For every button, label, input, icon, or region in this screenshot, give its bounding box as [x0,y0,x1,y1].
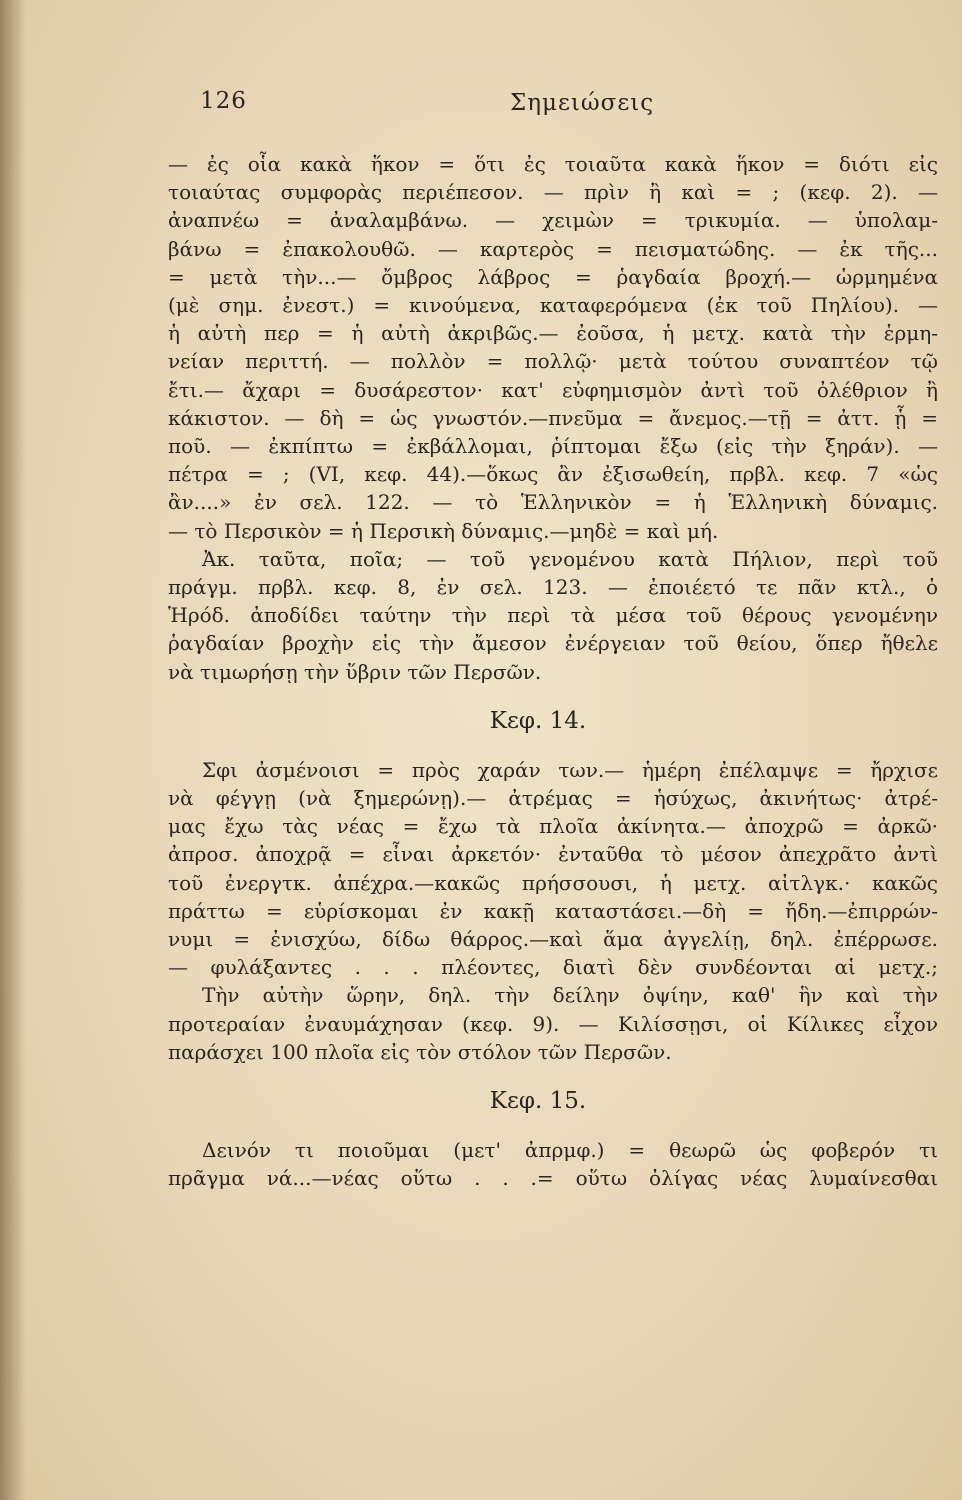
text-line: ἡ αὐτὴ περ = ἡ αὐτὴ ἀκριβῶς.— ἐοῦσα, ἡ μετχ. κατὰ τὴν ἑρμη- [168,321,938,346]
text-line: παράσχει 100 πλοῖα εἰς τὸν στόλον τῶν Περσῶν. [168,1039,672,1064]
text-line: προτεραίαν ἐναυμάχησαν (κεφ. 9). — Κιλίσσῃσι, οἱ Κίλικες εἶχον [168,1011,938,1036]
page-number: 126 [200,88,247,114]
text-line: πρᾶγμα νά...—νέας οὕτω . . .= οὕτω ὀλίγας νέας λυμαίνεσθαι [168,1166,938,1191]
text-line: νυμι = ἐνισχύω, δίδω θάρρος.—καὶ ἅμα ἀγγελίῃ, δηλ. ἐπέρρωσε. [168,927,938,952]
text-line: κάκιστον. — δὴ = ὡς γνωστόν.—πνεῦμα = ἄνεμος.—τῇ = ἀττ. ᾗ = [168,405,938,430]
text-line: πέτρα = ; (VI, κεφ. 44).—ὅκως ἂν ἐξισωθείη, πρβλ. κεφ. 7 «ὡς [168,462,938,487]
text-line: Δεινόν τι ποιοῦμαι (μετ' ἀπρμφ.) = θεωρῶ ὡς φοβερόν τι [202,1138,938,1163]
notes-body [168,150,938,1193]
text-line: ἂν....» ἐν σελ. 122. — τὸ Ἑλληνικὸν = ἡ Ἑλληνικὴ δύναμις. [168,490,938,515]
text-line: Τὴν αὐτὴν ὥρην, δηλ. τὴν δείλην ὀψίην, καθ' ἣν καὶ τὴν [202,983,938,1008]
page-header [200,88,902,128]
text-line: ἀναπνέω = ἀναλαμβάνω. — χειμὼν = τρικυμία. — ὑπολαμ- [168,208,938,233]
text-line: — ἐς οἷα κακὰ ἥκον = ὅτι ἐς τοιαῦτα κακὰ ἥκον = διότι εἰς [168,152,938,176]
text-line: (μὲ σημ. ἐνεστ.) = κινούμενα, καταφερόμενα (ἐκ τοῦ Πηλίου). — [168,293,938,318]
text-line: ποῦ. — ἐκπίπτω = ἐκβάλλομαι, ῥίπτομαι ἔξω (εἰς τὴν ξηράν). — [168,434,938,459]
text-line: ἀπροσ. ἀποχρᾷ = εἶναι ἀρκετόν· ἐνταῦθα τὸ μέσον ἀπεχρᾶτο ἀντὶ [168,842,938,867]
text-line: Ἡρόδ. ἀποδίδει ταύτην τὴν περὶ τὰ μέσα τοῦ θέρους γενομένην [168,603,938,628]
text-line: νείαν περιττή. — πολλὸν = πολλῷ· μετὰ τούτου συναπτέον τῷ [168,349,938,374]
text-line: βάνω = ἐπακολουθῶ. — καρτερὸς = πεισματώδης. — ἐκ τῆς... [168,236,938,261]
chapter-heading-14: Κεφ. 14. [489,707,587,734]
text-line: τοῦ ἐνεργτκ. ἀπέχρα.—κακῶς πρήσσουσι, ἡ μετχ. αἰτλγκ.· κακῶς [168,870,938,895]
chapter-heading-15: Κεφ. 15. [489,1088,587,1115]
text-line: ῥαγδαίαν βροχὴν εἰς τὴν ἄμεσον ἐνέργειαν τοῦ θείου, ὅπερ ἤθελε [168,631,938,656]
section-13-notes [168,150,938,686]
section-15-notes [168,1136,938,1192]
running-title: Σημειώσεις [510,90,655,116]
page-edge-shadow [0,0,26,1500]
text-line: τοιαύτας συμφορὰς περιέπεσον. — πρὶν ἢ καὶ = ; (κεφ. 2). — [168,180,938,205]
section-14-notes [168,756,938,1066]
text-line: — τὸ Περσικὸν = ἡ Περσικὴ δύναμις.—μηδὲ = καὶ μή. [168,518,719,543]
text-line: μας ἔχω τὰς νέας = ἔχω τὰ πλοῖα ἀκίνητα.— ἀποχρῶ = ἀρκῶ· [168,814,938,839]
text-line: πράγμ. πρβλ. κεφ. 8, ἐν σελ. 123. — ἐποιέετό τε πᾶν κτλ., ὁ [168,575,938,600]
text-line: Σφι ἀσμένοισι = πρὸς χαράν των.— ἡμέρη ἐπέλαμψε = ἤρχισε [202,757,938,782]
text-line: νὰ τιμωρήσῃ τὴν ὕβριν τῶν Περσῶν. [168,659,542,684]
text-line: ἔτι.— ἄχαρι = δυσάρεστον· κατ' εὐφημισμὸν ἀντὶ τοῦ ὀλέθριον ἢ [168,377,938,402]
text-line: πράττω = εὑρίσκομαι ἐν κακῇ καταστάσει.—δὴ = ἤδη.—ἐπιρρών- [168,898,938,923]
text-line: — φυλάξαντες . . . πλέοντες, διατὶ δὲν συνδέονται αἱ μετχ.; [168,955,938,980]
text-line: Ἀκ. ταῦτα, ποῖα; — τοῦ γενομένου κατὰ Πήλιον, περὶ τοῦ [202,546,938,571]
text-line: = μετὰ τὴν...— ὄμβρος λάβρος = ῥαγδαία βροχή.— ὡρμημένα [168,264,938,289]
text-line: νὰ φέγγῃ (νὰ ξημερώνῃ).— ἀτρέμας = ἡσύχως, ἀκινήτως· ἀτρέ- [168,786,938,811]
